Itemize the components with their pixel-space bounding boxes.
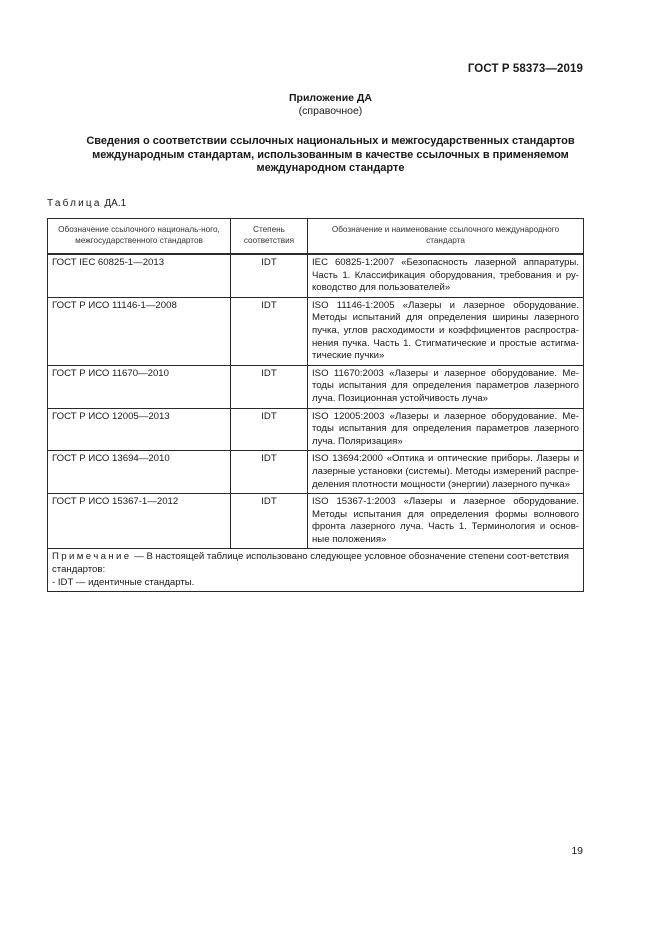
cell-degree: IDT: [231, 254, 308, 297]
table-caption-number: ДА.1: [104, 198, 127, 209]
table-caption: [47, 198, 126, 209]
table-note: [48, 549, 584, 592]
table-row: [48, 365, 584, 408]
header-international-standard: Обозначение и наименование ссылочного международного стандарта: [308, 219, 584, 255]
annex-main-title: [56, 135, 605, 176]
cell-international: IEC 60825-1:2007 «Безопасность лазерной аппаратуры. Часть 1. Классификация оборудования, требования и ру-ководство для пользователей»: [308, 254, 584, 297]
table-row: [48, 494, 584, 549]
table-caption-word: Таблица: [47, 198, 102, 209]
cell-degree: IDT: [231, 365, 308, 408]
cell-national: ГОСТ Р ИСО 13694—2010: [48, 451, 231, 494]
cell-degree: IDT: [231, 408, 308, 451]
cell-international: ISO 13694:2000 «Оптика и оптические приборы. Лазеры и лазерные установки (системы). Методы измерений распре-деления плотности мощности (энергии) лазерного пучка»: [308, 451, 584, 494]
note-word: Примечание: [52, 551, 132, 563]
table-row: [48, 408, 584, 451]
cell-international: ISO 12005:2003 «Лазеры и лазерное оборудование. Ме-тоды испытания для определения параметров лазерного луча. Поляризация»: [308, 408, 584, 451]
table-row: [48, 297, 584, 365]
table-row: [48, 254, 584, 297]
correspondence-table: [47, 218, 584, 592]
cell-national: ГОСТ Р ИСО 12005—2013: [48, 408, 231, 451]
cell-national: ГОСТ Р ИСО 11670—2010: [48, 365, 231, 408]
cell-international: ISO 15367-1:2003 «Лазеры и лазерное оборудование. Методы испытания для определения формы волнового фронта лазерного луча. Часть 1. Терминология и основ-ные положения»: [308, 494, 584, 549]
document-code: ГОСТ Р 58373—2019: [467, 63, 583, 75]
header-national-standard: Обозначение ссылочного националь-ного, межгосударственного стандартов: [48, 219, 231, 255]
table-row: [48, 451, 584, 494]
page-number: 19: [571, 845, 583, 857]
cell-international: ISO 11670:2003 «Лазеры и лазерное оборудование. Ме-тоды испытания для определения параметров лазерного луча. Позиционная устойчивость луча»: [308, 365, 584, 408]
cell-international: ISO 11146-1:2005 «Лазеры и лазерное оборудование. Методы испытаний для определения ширины лазерного пучка, углов расходимости и коэффициентов распростра-нения пучка. Часть 1. Стигматические и простые астигма-тические пучки»: [308, 297, 584, 365]
annex-main-title-line-3: международном стандарте: [256, 162, 405, 174]
cell-national: ГОСТ Р ИСО 11146-1—2008: [48, 297, 231, 365]
cell-degree: IDT: [231, 297, 308, 365]
cell-degree: IDT: [231, 494, 308, 549]
cell-degree: IDT: [231, 451, 308, 494]
annex-main-title-line-1: Сведения о соответствии ссылочных национальных и межгосударственных стандартов: [86, 135, 575, 147]
table-note-row: [48, 549, 584, 592]
annex-heading: [0, 92, 661, 118]
note-body: — В настоящей таблице использовано следующее условное обозначение степени соот-ветствия стандартов:: [52, 551, 569, 576]
annex-title: Приложение ДА: [289, 92, 372, 104]
annex-main-title-line-2: международным стандартам, использованным в качестве ссылочных в применяемом: [92, 148, 569, 161]
note-item: - IDT — идентичные стандарты.: [52, 576, 195, 588]
table-header-row: [48, 219, 584, 255]
note-text: [52, 551, 579, 576]
cell-national: ГОСТ Р ИСО 15367-1—2012: [48, 494, 231, 549]
annex-subtitle: (справочное): [298, 105, 363, 117]
cell-national: ГОСТ IEC 60825-1—2013: [48, 254, 231, 297]
header-degree: Степень соответствия: [231, 219, 308, 255]
